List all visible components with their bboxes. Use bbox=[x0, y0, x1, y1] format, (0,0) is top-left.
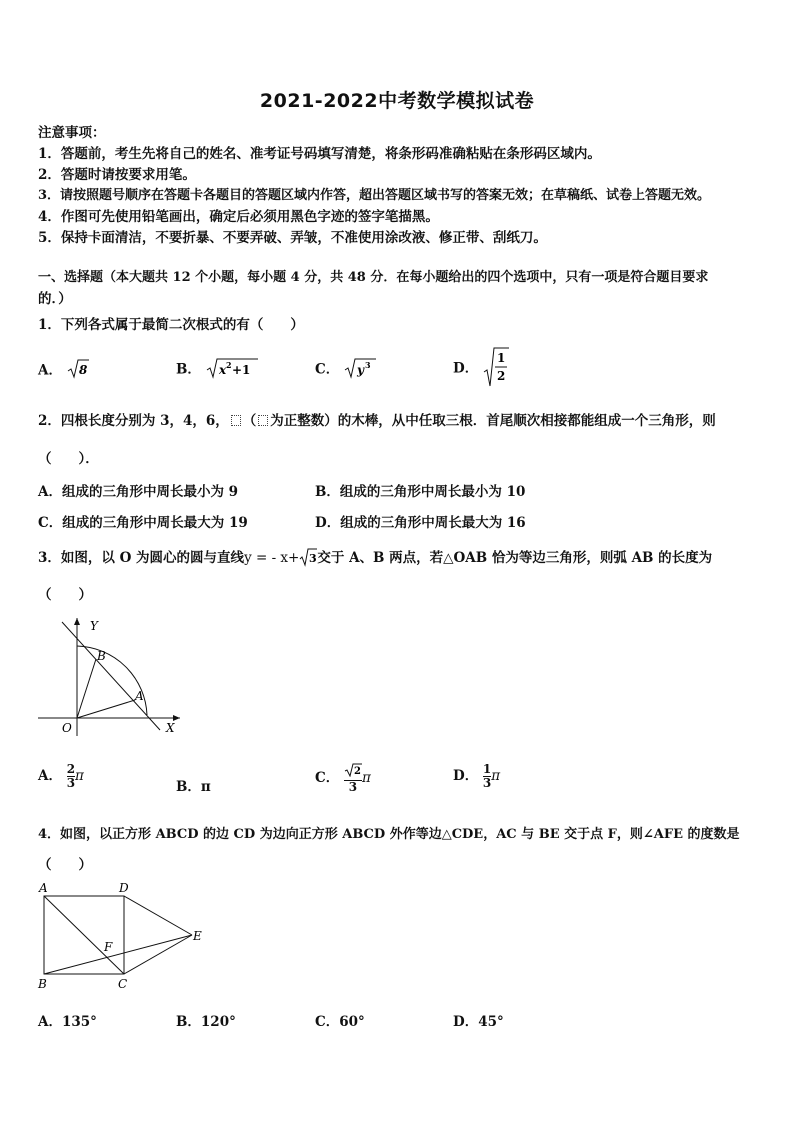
q1-stem: 1．下列各式属于最简二次根式的有（ ） bbox=[38, 317, 304, 333]
svg-text:2: 2 bbox=[496, 369, 506, 383]
q1-option-d-label: D． bbox=[453, 360, 479, 377]
q3-option-d-label: D． bbox=[453, 768, 479, 784]
svg-text:y: y bbox=[356, 363, 364, 377]
q4-stem: 4．如图，以正方形 ABCD 的边 CD 为边向正方形 ABCD 外作等边△CDE，AC 与 BE 交于点 F，则∠AFE 的度数是 bbox=[38, 827, 740, 842]
q2-option-d[interactable]: D．组成的三角形中周长最大为 16 bbox=[315, 515, 526, 531]
q3-option-a-fraction: $\frac{2}{3}$ bbox=[66, 762, 76, 790]
q2-option-b[interactable]: B．组成的三角形中周长最小为 10 bbox=[315, 484, 526, 500]
q3-option-d[interactable]: D． $\frac{1}{3}$ π bbox=[453, 762, 501, 790]
segment-oa bbox=[77, 700, 135, 718]
notice-item-4: 4．作图可先使用铅笔画出，确定后必须用黑色字迹的签字笔描黑。 bbox=[38, 209, 439, 225]
svg-text:2: 2 bbox=[225, 360, 232, 370]
svg-text:x: x bbox=[218, 363, 226, 377]
q3-line-equation: y = - x+ bbox=[244, 550, 300, 566]
q4-figure bbox=[36, 880, 208, 992]
q3-option-a[interactable]: A． $\frac{2}{3}$ π bbox=[38, 762, 84, 790]
label-b: B bbox=[97, 649, 106, 663]
notice-item-5: 5．保持卡面清洁，不要折暴、不要弄破、弄皱，不准使用涂改液、修正带、刮纸刀。 bbox=[38, 230, 547, 246]
svg-text:2: 2 bbox=[353, 766, 361, 777]
section-heading-line1: 一、选择题（本大题共 12 个小题，每小题 4 分，共 48 分．在每小题给出的四个选项中，只有一项是符合题目要求 bbox=[38, 270, 709, 285]
q2-option-c[interactable]: C．组成的三角形中周长最大为 19 bbox=[38, 515, 248, 531]
q1-option-d[interactable] bbox=[453, 346, 509, 392]
q3-paren: （ ） bbox=[38, 587, 92, 603]
q2-stem bbox=[38, 409, 716, 429]
q2-paren: （ ）． bbox=[38, 451, 99, 467]
q1-option-a[interactable] bbox=[38, 358, 89, 384]
label-y: Y bbox=[90, 619, 98, 633]
notice-item-1: 1．答题前，考生先将自己的姓名、准考证号码填写清楚，将条形码准确粘贴在条形码区域内。 bbox=[38, 146, 601, 162]
q1-option-b[interactable] bbox=[176, 356, 258, 384]
label-f: F bbox=[104, 940, 113, 954]
segment-ac bbox=[44, 896, 124, 974]
notice-item-3: 3．请按照题号顺序在答题卡各题目的答题区域内作答，超出答题区域书写的答案无效；在草稿纸、试卷上答题无效。 bbox=[38, 188, 711, 203]
q3-stem bbox=[38, 546, 712, 571]
q1-option-c-radical bbox=[344, 356, 376, 384]
q2-stem-part-b: （ bbox=[242, 413, 257, 429]
q2-option-a[interactable]: A．组成的三角形中周长最小为 9 bbox=[38, 484, 239, 500]
label-a: A bbox=[39, 881, 48, 895]
q3-option-c[interactable]: C． $\frac{2}{3}$ π bbox=[315, 763, 371, 794]
section-heading-line2: 的．） bbox=[38, 291, 72, 307]
q1-option-b-radical bbox=[206, 356, 258, 384]
label-e: E bbox=[193, 929, 202, 943]
label-a: A bbox=[135, 689, 144, 703]
variable-placeholder-box bbox=[231, 415, 241, 426]
y-axis-arrow-icon bbox=[74, 618, 80, 625]
label-c: C bbox=[118, 977, 128, 991]
label-o: O bbox=[62, 721, 72, 735]
segment-de bbox=[124, 896, 192, 935]
svg-text:3: 3 bbox=[309, 551, 318, 565]
q1-option-a-radical bbox=[67, 358, 89, 384]
svg-text:1: 1 bbox=[496, 351, 506, 365]
q2-stem-part-c: 为正整数）的木棒，从中任取三根．首尾顺次相接都能组成一个三角形，则 bbox=[270, 413, 716, 429]
page-title: 2021-2022中考数学模拟试卷 bbox=[259, 90, 535, 112]
q3-option-d-fraction: $\frac{1}{3}$ bbox=[482, 762, 492, 790]
q3-option-b[interactable]: B．π bbox=[176, 779, 211, 795]
q1-option-c-label: C． bbox=[315, 361, 340, 378]
svg-text:8: 8 bbox=[78, 363, 88, 377]
svg-text:3: 3 bbox=[364, 360, 371, 370]
variable-placeholder-box bbox=[258, 415, 268, 426]
q3-option-c-label: C． bbox=[315, 770, 340, 786]
q2-stem-part-a: 2．四根长度分别为 3，4，6， bbox=[38, 413, 229, 429]
segment-ob bbox=[77, 659, 96, 718]
q3-stem-part-a: 3．如图，以 O 为圆心的圆与直线 bbox=[38, 550, 245, 566]
segment-ce bbox=[124, 935, 192, 974]
q3-figure bbox=[34, 612, 184, 740]
q1-option-b-label: B． bbox=[176, 361, 201, 378]
q4-option-c[interactable]: C．60° bbox=[315, 1014, 365, 1030]
q1-option-c[interactable] bbox=[315, 356, 376, 384]
q4-option-a[interactable]: A．135° bbox=[38, 1014, 97, 1030]
q3-stem-part-b: 交于 A、B 两点，若△OAB 恰为等边三角形，则弧 AB 的长度为 bbox=[317, 550, 713, 566]
label-x: X bbox=[166, 721, 175, 735]
label-b: B bbox=[38, 977, 47, 991]
svg-text:+1: +1 bbox=[231, 363, 251, 377]
q3-option-a-label: A． bbox=[38, 768, 62, 784]
q4-option-d[interactable]: D．45° bbox=[453, 1014, 504, 1030]
q4-paren: （ ） bbox=[38, 857, 92, 873]
notice-item-2: 2．答题时请按要求用笔。 bbox=[38, 167, 196, 183]
notice-heading: 注意事项： bbox=[38, 125, 106, 141]
label-d: D bbox=[119, 881, 129, 895]
q3-equation-radical bbox=[299, 547, 317, 571]
q1-option-a-label: A． bbox=[38, 362, 62, 379]
q4-option-b[interactable]: B．120° bbox=[176, 1014, 236, 1030]
q3-option-c-fraction: $\frac{2}{3}$ bbox=[344, 763, 362, 794]
q1-option-d-radical bbox=[483, 346, 509, 392]
